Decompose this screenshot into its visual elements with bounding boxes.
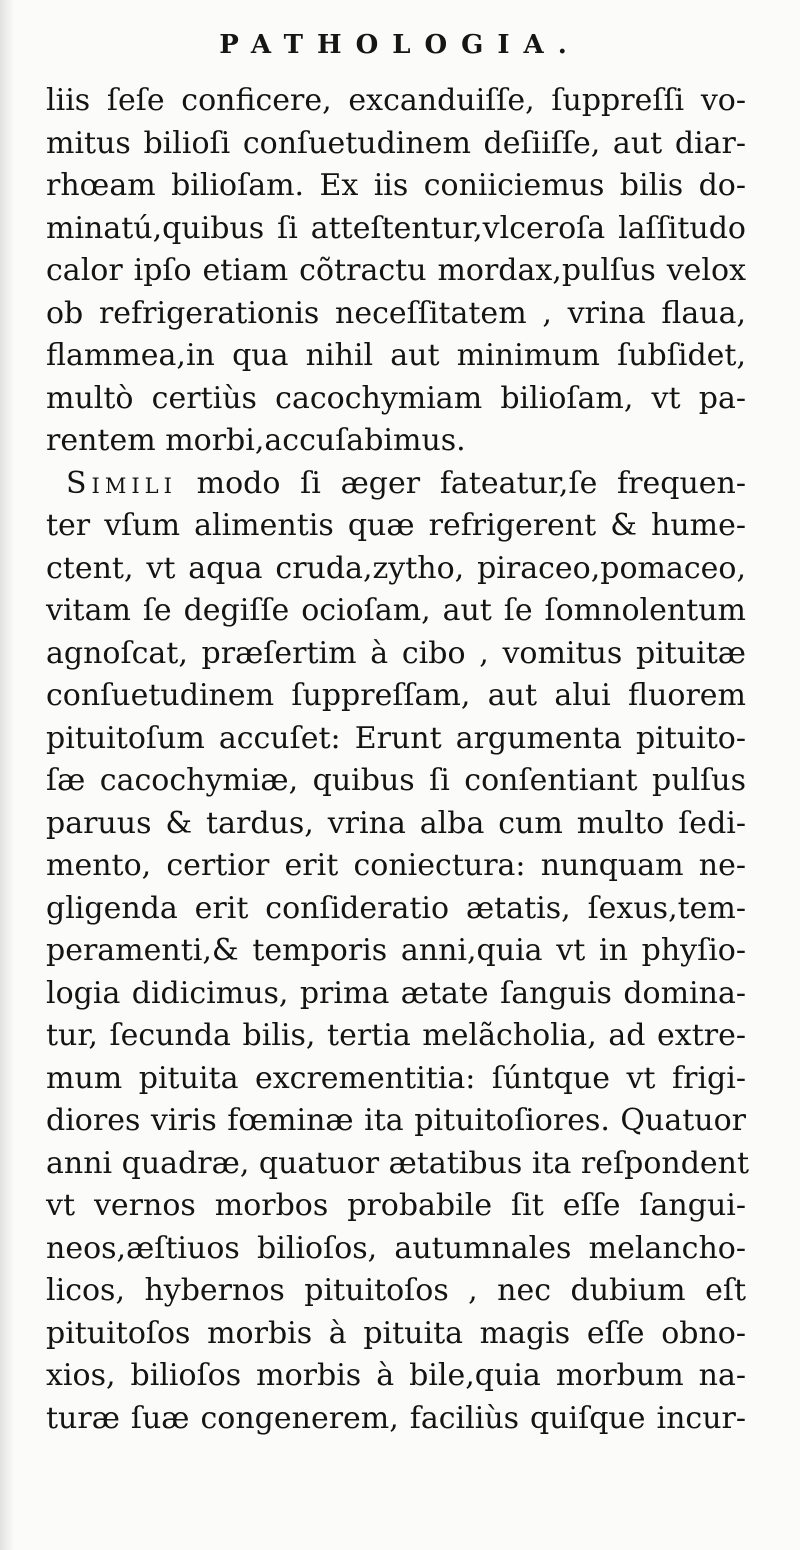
text-line: ſæ cacochymiæ, quibus ſi conſentiant pulſus — [46, 763, 746, 798]
text-line: conſuetudinem ſuppreſſam, aut alui fluorem — [46, 678, 746, 713]
text-line: rentem morbi,accuſabimus. — [46, 423, 466, 458]
running-head: PATHOLOGIA. — [219, 30, 581, 60]
page-gutter-shadow — [0, 0, 14, 1550]
text-line: mitus bilioſi conſuetudinem deſiiſſe, aut diar- — [46, 125, 746, 161]
text-line: liis ſeſe conficere, excanduiſſe, ſuppreſſi vo- — [46, 83, 746, 118]
text-line: tur, ſecunda bilis, tertia melãcholia, ad extre- — [46, 1018, 746, 1053]
text-line: anni quadræ, quatuor ætatibus ita reſpondent — [46, 1145, 750, 1181]
text-line: calor ipſo etiam cõtractu mordax,pulſus velox — [46, 253, 746, 288]
text-line: mum pituita excrementitia: ſúntque vt frigi- — [46, 1060, 746, 1096]
text-line: paruus & tardus, vrina alba cum multo ſedi- — [46, 805, 746, 841]
text-line: gligenda erit conſideratio ætatis, ſexus,tem- — [46, 890, 746, 926]
text-line: peramenti,& temporis anni,quia vt in phyſio- — [46, 933, 746, 968]
text-line-paragraph-start — [46, 463, 746, 506]
body-text — [46, 80, 750, 1440]
text-line: turæ ſuæ congenerem, faciliùs quiſque incur- — [46, 1400, 746, 1436]
text-line: pituitoſum accuſet: Erunt argumenta pituito- — [46, 720, 746, 756]
text-line: licos, hybernos pituitoſos , nec dubium eſt — [46, 1273, 746, 1308]
text-line: rhœam bilioſam. Ex iis coniiciemus bilis do- — [46, 168, 746, 203]
text-line: minatú,quibus ſi atteſtentur,vlceroſa laſſitudo — [46, 210, 746, 246]
text-line: ob refrigerationis neceſſitatem , vrina flaua, — [46, 295, 746, 331]
text-line: ter vſum alimentis quæ refrigerent & hume- — [46, 508, 746, 543]
text-line: neos,æſtiuos bilioſos, autumnales melancho- — [46, 1230, 746, 1266]
text-line: xios, bilioſos morbis à bile,quia morbum na- — [46, 1358, 746, 1393]
text-line-rest: modo ſi æger fateatur,ſe frequen- — [196, 465, 746, 501]
text-line: pituitoſos morbis à pituita magis eſſe obno- — [46, 1315, 746, 1351]
text-line: logia didicimus, prima ætate ſanguis domina- — [46, 975, 746, 1011]
text-line: diores viris fœminæ ita pituitoſiores. Quatuor — [46, 1103, 746, 1138]
text-line: agnoſcat, præſertim à cibo , vomitus pituitæ — [46, 635, 746, 671]
text-line: vt vernos morbos probabile ſit eſſe ſangui- — [46, 1188, 746, 1223]
text-line: vitam ſe degiſſe ocioſam, aut ſe ſomnolentum — [46, 593, 746, 628]
text-line: ctent, vt aqua cruda,zytho, piraceo,pomaceo, — [46, 550, 746, 586]
paragraph-lead-word: Simili — [66, 465, 177, 501]
text-line: mento, certior erit coniectura: nunquam ne- — [46, 848, 746, 883]
text-line: flammea,in qua nihil aut minimum ſubſidet, — [46, 338, 746, 373]
text-line: multò certiùs cacochymiam bilioſam, vt pa- — [46, 380, 746, 416]
